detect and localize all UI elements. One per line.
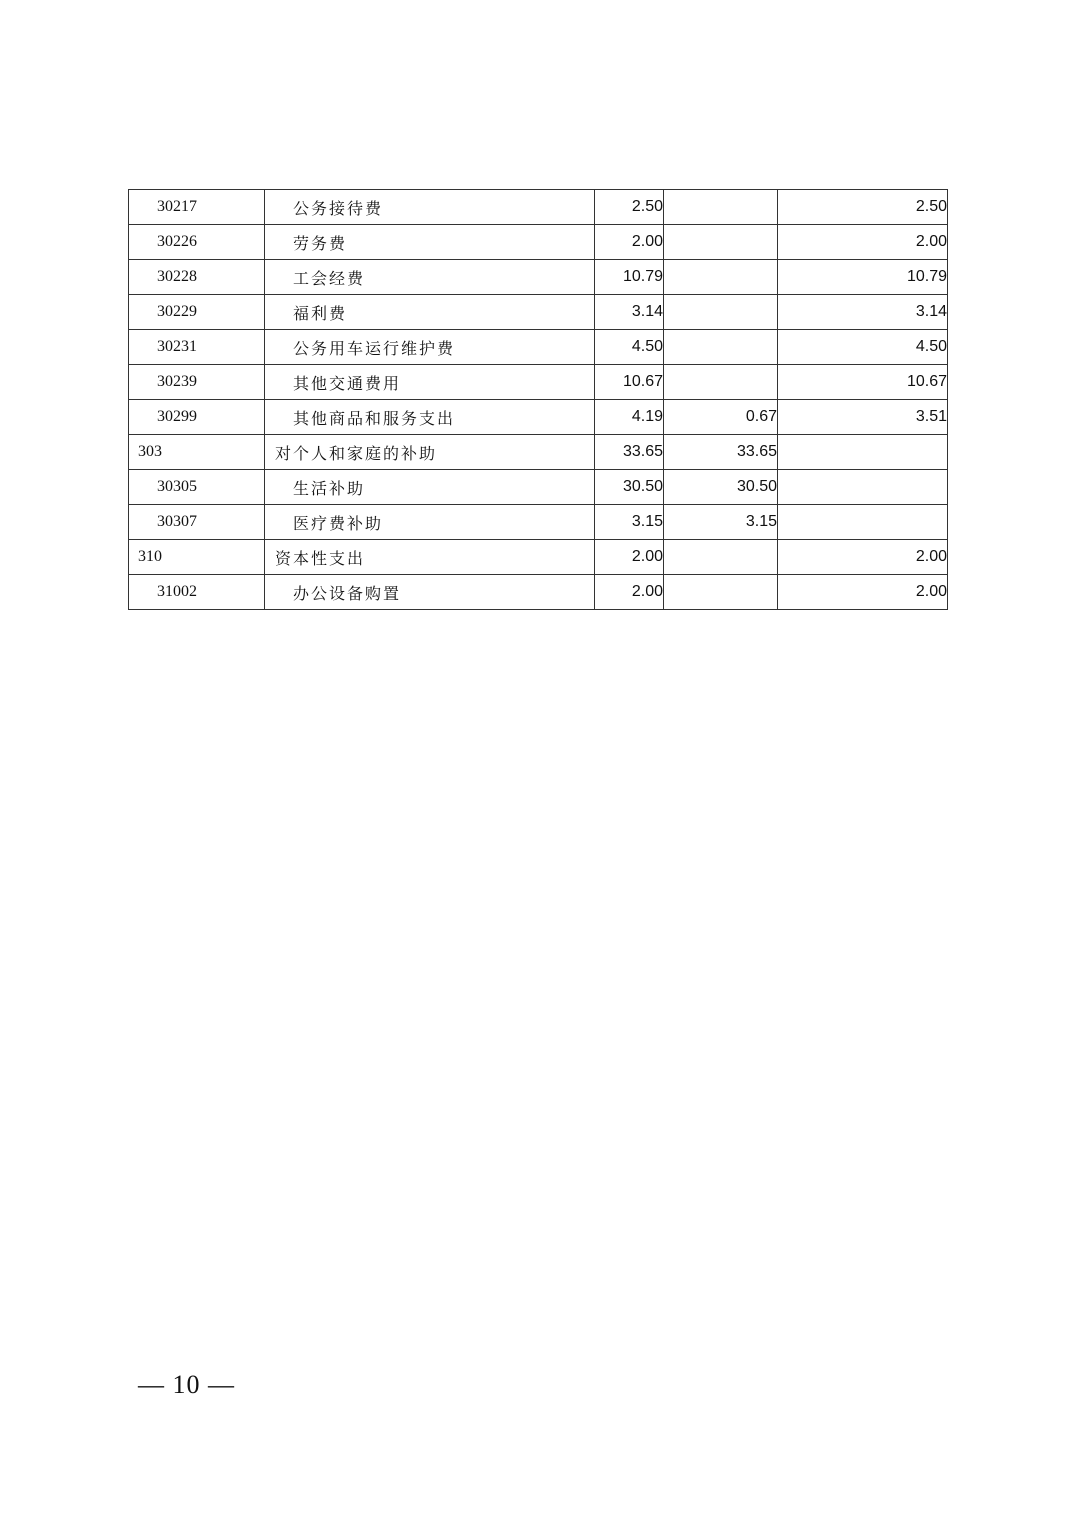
project-expenditure-cell: 2.00 xyxy=(778,540,948,575)
basic-expenditure-cell xyxy=(664,575,778,610)
account-code-cell: 30226 xyxy=(129,225,265,260)
table-row xyxy=(129,400,948,435)
table-row xyxy=(129,225,948,260)
account-name-cell: 其他交通费用 xyxy=(265,365,595,400)
total-amount-cell: 2.50 xyxy=(595,190,664,225)
table-row xyxy=(129,505,948,540)
budget-table xyxy=(128,189,948,610)
account-name-cell: 生活补助 xyxy=(265,470,595,505)
account-code-cell: 31002 xyxy=(129,575,265,610)
basic-expenditure-cell: 0.67 xyxy=(664,400,778,435)
table-row xyxy=(129,540,948,575)
table-row xyxy=(129,435,948,470)
account-name-cell: 医疗费补助 xyxy=(265,505,595,540)
total-amount-cell: 2.00 xyxy=(595,225,664,260)
table-row xyxy=(129,470,948,505)
budget-table-body xyxy=(129,190,948,610)
account-code-cell: 30228 xyxy=(129,260,265,295)
page-number: — 10 — xyxy=(138,1370,235,1399)
account-code-cell: 303 xyxy=(129,435,265,470)
project-expenditure-cell: 2.50 xyxy=(778,190,948,225)
basic-expenditure-cell: 30.50 xyxy=(664,470,778,505)
basic-expenditure-cell xyxy=(664,190,778,225)
account-code-cell: 30299 xyxy=(129,400,265,435)
account-code-cell: 30229 xyxy=(129,295,265,330)
account-code-cell: 310 xyxy=(129,540,265,575)
account-name-cell: 办公设备购置 xyxy=(265,575,595,610)
project-expenditure-cell: 2.00 xyxy=(778,225,948,260)
total-amount-cell: 30.50 xyxy=(595,470,664,505)
account-name-cell: 工会经费 xyxy=(265,260,595,295)
account-name-cell: 公务接待费 xyxy=(265,190,595,225)
account-code-cell: 30307 xyxy=(129,505,265,540)
basic-expenditure-cell: 33.65 xyxy=(664,435,778,470)
basic-expenditure-cell xyxy=(664,260,778,295)
total-amount-cell: 4.19 xyxy=(595,400,664,435)
account-name-cell: 资本性支出 xyxy=(265,540,595,575)
project-expenditure-cell: 3.51 xyxy=(778,400,948,435)
account-code-cell: 30239 xyxy=(129,365,265,400)
basic-expenditure-cell xyxy=(664,330,778,365)
total-amount-cell: 3.15 xyxy=(595,505,664,540)
project-expenditure-cell xyxy=(778,505,948,540)
account-name-cell: 其他商品和服务支出 xyxy=(265,400,595,435)
project-expenditure-cell: 10.79 xyxy=(778,260,948,295)
table-row xyxy=(129,190,948,225)
total-amount-cell: 33.65 xyxy=(595,435,664,470)
basic-expenditure-cell xyxy=(664,540,778,575)
project-expenditure-cell: 2.00 xyxy=(778,575,948,610)
total-amount-cell: 10.67 xyxy=(595,365,664,400)
basic-expenditure-cell xyxy=(664,365,778,400)
account-name-cell: 福利费 xyxy=(265,295,595,330)
table-row xyxy=(129,295,948,330)
total-amount-cell: 4.50 xyxy=(595,330,664,365)
account-code-cell: 30231 xyxy=(129,330,265,365)
basic-expenditure-cell xyxy=(664,225,778,260)
basic-expenditure-cell: 3.15 xyxy=(664,505,778,540)
project-expenditure-cell xyxy=(778,470,948,505)
table-row xyxy=(129,260,948,295)
total-amount-cell: 2.00 xyxy=(595,540,664,575)
basic-expenditure-cell xyxy=(664,295,778,330)
account-name-cell: 公务用车运行维护费 xyxy=(265,330,595,365)
project-expenditure-cell: 4.50 xyxy=(778,330,948,365)
account-name-cell: 对个人和家庭的补助 xyxy=(265,435,595,470)
account-code-cell: 30305 xyxy=(129,470,265,505)
total-amount-cell: 3.14 xyxy=(595,295,664,330)
project-expenditure-cell: 10.67 xyxy=(778,365,948,400)
table-row xyxy=(129,330,948,365)
total-amount-cell: 10.79 xyxy=(595,260,664,295)
table-row xyxy=(129,575,948,610)
total-amount-cell: 2.00 xyxy=(595,575,664,610)
project-expenditure-cell xyxy=(778,435,948,470)
account-name-cell: 劳务费 xyxy=(265,225,595,260)
account-code-cell: 30217 xyxy=(129,190,265,225)
table-row xyxy=(129,365,948,400)
project-expenditure-cell: 3.14 xyxy=(778,295,948,330)
